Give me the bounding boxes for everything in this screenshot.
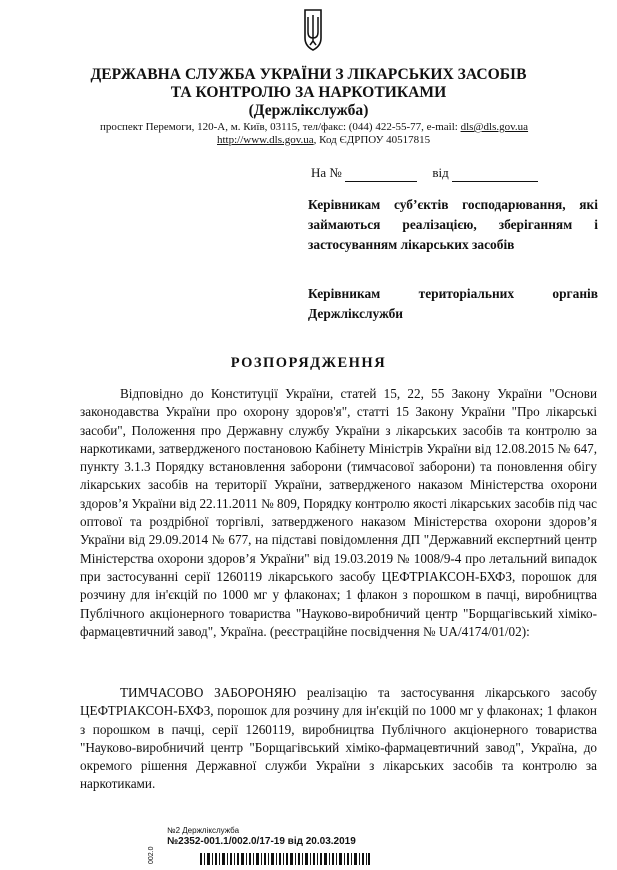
org-edrpou: , Код ЄДРПОУ 40517815 (313, 134, 431, 146)
body-paragraph-order: ТИМЧАСОВО ЗАБОРОНЯЮ реалізацію та застосування лікарського засобу ЦЕФТРІАКСОН-БХФЗ, порошок для розчину для ін'єкцій по 1000 мг у флаконах; 1 флакон з порошком в пачці, серії 1260119, виробництва Публічного акціонерного товариства "Науково-виробничий центр "Борщагівський хіміко-фармацевтичний завод", Україна, до окремого рішення Державної служби України з лікарських засобів та контролю за наркотиками. (80, 685, 597, 792)
registration-number: №2352-001.1/002.0/17-19 від 20.03.2019 (167, 836, 356, 847)
body-paragraph-basis: Відповідно до Конституції України, статей 15, 22, 55 Закону України "Основи законодавства України про охорону здоров'я", статті 15 Закону України "Про лікарські засоби", Положення про Державну службу України з лікарських засобів та контролю за наркотиками, затвердженого постановою Кабінету Міністрів України від 12.08.2015 № 647, пункту 3.1.3 Порядку встановлення заборони (тимчасової заборони) та поновлення обігу лікарських засобів на території України, затвердженого наказом Міністерства охорони здоров’я України від 22.11.2011 № 809, Порядку контролю якості лікарських засобів під час оптової та роздрібної торгівлі, затвердженого наказом Міністерства охорони здоров’я України від 29.09.2014 № 677, на підставі повідомлення ДП "Державний експертний центр Міністерства охорони здоров’я України" від 19.03.2019 № 1008/9-4 про летальний випадок при застосуванні серії 1260119 лікарського засобу ЦЕФТРІАКСОН-БХФЗ, порошок для розчину для ін'єкцій по 1000 мг у флаконах; 1 флакон з порошком в пачці, виробництва Публічного акціонерного товариства "Науково-виробничий центр "Борщагівський хіміко-фармацевтичний завод", Україна. (реєстраційне посвідчення № UA/4174/01/02): (80, 386, 597, 639)
org-short-name: (Держлікслужба) (248, 102, 369, 119)
org-address-line (100, 120, 528, 134)
reference-number-label: На № (311, 165, 342, 180)
reference-date-blank (452, 165, 538, 182)
barcode-icon (200, 853, 370, 865)
reference-line (311, 165, 538, 182)
footer-stamp (167, 826, 239, 835)
org-website-link[interactable]: http://www.dls.gov.ua (217, 134, 314, 146)
footer-stamp-prefix: №2 (167, 826, 181, 835)
addressee-business-heads: Керівникам суб’єктів господарювання, які займаються реалізацією, зберіганням і застосуванням лікарських засобів (308, 197, 598, 252)
reference-number-blank (345, 165, 417, 182)
org-web-line (217, 133, 430, 147)
org-address: проспект Перемоги, 120-А, м. Київ, 03115, тел/факс: (044) 422-55-77, e-mail: (100, 121, 458, 133)
reference-date-label: від (432, 165, 449, 180)
document-title: РОЗПОРЯДЖЕННЯ (230, 355, 387, 371)
org-email-link[interactable]: dls@dls.gov.ua (460, 121, 529, 133)
footer-stamp-org: Держлікслужба (182, 826, 240, 835)
org-name-line2: ТА КОНТРОЛЮ ЗА НАРКОТИКАМИ (170, 84, 447, 101)
trident-emblem-icon (302, 8, 324, 52)
footer-vertical-code: 002.0 (148, 846, 155, 864)
org-name-line1: ДЕРЖАВНА СЛУЖБА УКРАЇНИ З ЛІКАРСЬКИХ ЗАСОБІВ (90, 66, 527, 83)
addressee-territorial-heads: Керівникам територіальних органів Держлікслужби (308, 286, 598, 321)
